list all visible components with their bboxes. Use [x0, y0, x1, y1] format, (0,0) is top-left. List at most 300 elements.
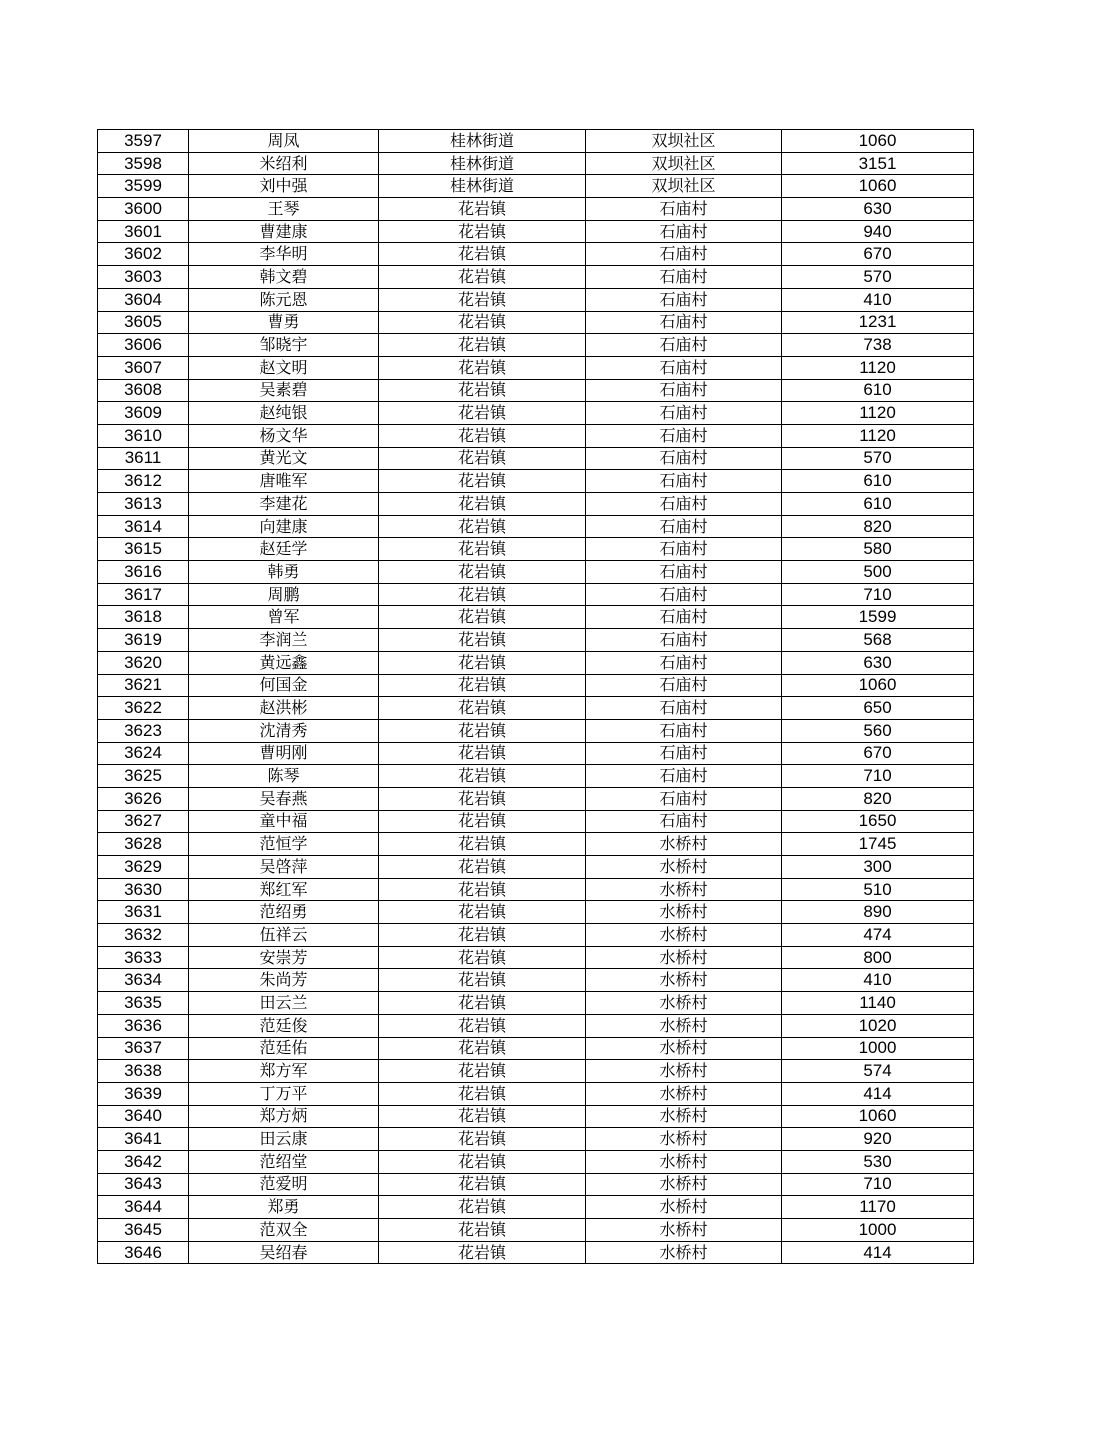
amount-cell: 820: [782, 515, 974, 538]
town-cell: 桂林街道: [379, 175, 586, 198]
name-cell: 刘中强: [189, 175, 379, 198]
village-cell: 石庙村: [586, 742, 782, 765]
name-cell: 丁万平: [189, 1082, 379, 1105]
name-cell: 范绍堂: [189, 1150, 379, 1173]
village-cell: 水桥村: [586, 1105, 782, 1128]
village-cell: 水桥村: [586, 901, 782, 924]
name-cell: 郑方军: [189, 1060, 379, 1083]
town-cell: 花岩镇: [379, 515, 586, 538]
table-row: [98, 379, 974, 402]
table-row: [98, 1014, 974, 1037]
name-cell: 李华明: [189, 243, 379, 266]
name-cell: 范廷佑: [189, 1037, 379, 1060]
serial-number-cell: 3614: [98, 515, 189, 538]
table-row: [98, 424, 974, 447]
name-cell: 吴绍春: [189, 1241, 379, 1264]
village-cell: 水桥村: [586, 1037, 782, 1060]
town-cell: 花岩镇: [379, 424, 586, 447]
table-row: [98, 1196, 974, 1219]
town-cell: 花岩镇: [379, 1082, 586, 1105]
table-row: [98, 856, 974, 879]
amount-cell: 1060: [782, 175, 974, 198]
table-row: [98, 1105, 974, 1128]
village-cell: 石庙村: [586, 447, 782, 470]
town-cell: 花岩镇: [379, 493, 586, 516]
serial-number-cell: 3615: [98, 538, 189, 561]
amount-cell: 1650: [782, 810, 974, 833]
serial-number-cell: 3616: [98, 561, 189, 584]
village-cell: 石庙村: [586, 379, 782, 402]
table-row: [98, 243, 974, 266]
village-cell: 水桥村: [586, 1173, 782, 1196]
amount-cell: 414: [782, 1241, 974, 1264]
village-cell: 双坝社区: [586, 130, 782, 153]
town-cell: 花岩镇: [379, 1037, 586, 1060]
village-cell: 石庙村: [586, 356, 782, 379]
amount-cell: 1020: [782, 1014, 974, 1037]
town-cell: 花岩镇: [379, 742, 586, 765]
table-row: [98, 1150, 974, 1173]
village-cell: 水桥村: [586, 1060, 782, 1083]
amount-cell: 570: [782, 266, 974, 289]
table-row: [98, 629, 974, 652]
table-row: [98, 833, 974, 856]
table-row: [98, 583, 974, 606]
serial-number-cell: 3636: [98, 1014, 189, 1037]
amount-cell: 650: [782, 697, 974, 720]
village-cell: 石庙村: [586, 470, 782, 493]
village-cell: 石庙村: [586, 629, 782, 652]
town-cell: 花岩镇: [379, 878, 586, 901]
amount-cell: 1000: [782, 1219, 974, 1242]
name-cell: 吴啓萍: [189, 856, 379, 879]
table-row: [98, 470, 974, 493]
amount-cell: 1170: [782, 1196, 974, 1219]
serial-number-cell: 3638: [98, 1060, 189, 1083]
town-cell: 花岩镇: [379, 810, 586, 833]
amount-cell: 560: [782, 719, 974, 742]
serial-number-cell: 3640: [98, 1105, 189, 1128]
village-cell: 水桥村: [586, 1219, 782, 1242]
town-cell: 花岩镇: [379, 220, 586, 243]
serial-number-cell: 3601: [98, 220, 189, 243]
name-cell: 范爱明: [189, 1173, 379, 1196]
village-cell: 水桥村: [586, 969, 782, 992]
table-row: [98, 765, 974, 788]
name-cell: 黄光文: [189, 447, 379, 470]
amount-cell: 610: [782, 379, 974, 402]
amount-cell: 1120: [782, 356, 974, 379]
amount-cell: 1120: [782, 424, 974, 447]
serial-number-cell: 3644: [98, 1196, 189, 1219]
town-cell: 花岩镇: [379, 924, 586, 947]
amount-cell: 474: [782, 924, 974, 947]
name-cell: 赵纯银: [189, 402, 379, 425]
village-cell: 双坝社区: [586, 152, 782, 175]
serial-number-cell: 3618: [98, 606, 189, 629]
amount-cell: 1599: [782, 606, 974, 629]
table-row: [98, 1060, 974, 1083]
village-cell: 石庙村: [586, 220, 782, 243]
town-cell: 花岩镇: [379, 606, 586, 629]
amount-cell: 570: [782, 447, 974, 470]
table-row: [98, 152, 974, 175]
serial-number-cell: 3628: [98, 833, 189, 856]
name-cell: 曹建康: [189, 220, 379, 243]
amount-cell: 920: [782, 1128, 974, 1151]
name-cell: 王琴: [189, 198, 379, 221]
amount-cell: 580: [782, 538, 974, 561]
village-cell: 水桥村: [586, 946, 782, 969]
town-cell: 花岩镇: [379, 1173, 586, 1196]
town-cell: 花岩镇: [379, 1219, 586, 1242]
name-cell: 曹勇: [189, 311, 379, 334]
amount-cell: 1000: [782, 1037, 974, 1060]
village-cell: 石庙村: [586, 719, 782, 742]
town-cell: 花岩镇: [379, 402, 586, 425]
serial-number-cell: 3643: [98, 1173, 189, 1196]
table-row: [98, 561, 974, 584]
data-table: [97, 129, 974, 1264]
name-cell: 赵廷学: [189, 538, 379, 561]
name-cell: 陈琴: [189, 765, 379, 788]
village-cell: 石庙村: [586, 288, 782, 311]
village-cell: 石庙村: [586, 651, 782, 674]
table-row: [98, 175, 974, 198]
table-row: [98, 1241, 974, 1264]
amount-cell: 410: [782, 969, 974, 992]
table-body: [98, 130, 974, 1264]
amount-cell: 1060: [782, 1105, 974, 1128]
village-cell: 石庙村: [586, 810, 782, 833]
town-cell: 花岩镇: [379, 288, 586, 311]
amount-cell: 670: [782, 742, 974, 765]
name-cell: 米绍利: [189, 152, 379, 175]
table-row: [98, 606, 974, 629]
village-cell: 水桥村: [586, 856, 782, 879]
village-cell: 石庙村: [586, 402, 782, 425]
town-cell: 花岩镇: [379, 833, 586, 856]
name-cell: 周凤: [189, 130, 379, 153]
town-cell: 花岩镇: [379, 1150, 586, 1173]
village-cell: 水桥村: [586, 1196, 782, 1219]
serial-number-cell: 3631: [98, 901, 189, 924]
serial-number-cell: 3607: [98, 356, 189, 379]
amount-cell: 630: [782, 198, 974, 221]
village-cell: 石庙村: [586, 561, 782, 584]
table-row: [98, 334, 974, 357]
serial-number-cell: 3619: [98, 629, 189, 652]
name-cell: 范恒学: [189, 833, 379, 856]
serial-number-cell: 3624: [98, 742, 189, 765]
table-row: [98, 969, 974, 992]
town-cell: 桂林街道: [379, 152, 586, 175]
name-cell: 李建花: [189, 493, 379, 516]
town-cell: 花岩镇: [379, 992, 586, 1015]
village-cell: 水桥村: [586, 1150, 782, 1173]
name-cell: 童中福: [189, 810, 379, 833]
amount-cell: 510: [782, 878, 974, 901]
name-cell: 田云兰: [189, 992, 379, 1015]
serial-number-cell: 3597: [98, 130, 189, 153]
table-row: [98, 719, 974, 742]
town-cell: 花岩镇: [379, 243, 586, 266]
name-cell: 郑红军: [189, 878, 379, 901]
serial-number-cell: 3637: [98, 1037, 189, 1060]
serial-number-cell: 3611: [98, 447, 189, 470]
table-row: [98, 742, 974, 765]
village-cell: 水桥村: [586, 833, 782, 856]
serial-number-cell: 3623: [98, 719, 189, 742]
amount-cell: 568: [782, 629, 974, 652]
serial-number-cell: 3645: [98, 1219, 189, 1242]
town-cell: 花岩镇: [379, 651, 586, 674]
name-cell: 郑勇: [189, 1196, 379, 1219]
town-cell: 花岩镇: [379, 1060, 586, 1083]
town-cell: 花岩镇: [379, 629, 586, 652]
village-cell: 双坝社区: [586, 175, 782, 198]
town-cell: 花岩镇: [379, 447, 586, 470]
amount-cell: 300: [782, 856, 974, 879]
serial-number-cell: 3617: [98, 583, 189, 606]
town-cell: 花岩镇: [379, 379, 586, 402]
name-cell: 安崇芳: [189, 946, 379, 969]
serial-number-cell: 3610: [98, 424, 189, 447]
village-cell: 石庙村: [586, 697, 782, 720]
serial-number-cell: 3646: [98, 1241, 189, 1264]
town-cell: 花岩镇: [379, 1014, 586, 1037]
town-cell: 花岩镇: [379, 1196, 586, 1219]
village-cell: 石庙村: [586, 424, 782, 447]
amount-cell: 500: [782, 561, 974, 584]
name-cell: 李润兰: [189, 629, 379, 652]
amount-cell: 670: [782, 243, 974, 266]
serial-number-cell: 3620: [98, 651, 189, 674]
name-cell: 向建康: [189, 515, 379, 538]
serial-number-cell: 3613: [98, 493, 189, 516]
amount-cell: 710: [782, 765, 974, 788]
name-cell: 范绍勇: [189, 901, 379, 924]
village-cell: 石庙村: [586, 606, 782, 629]
village-cell: 水桥村: [586, 1014, 782, 1037]
serial-number-cell: 3625: [98, 765, 189, 788]
village-cell: 水桥村: [586, 924, 782, 947]
amount-cell: 1231: [782, 311, 974, 334]
village-cell: 石庙村: [586, 243, 782, 266]
serial-number-cell: 3600: [98, 198, 189, 221]
table-row: [98, 130, 974, 153]
serial-number-cell: 3639: [98, 1082, 189, 1105]
serial-number-cell: 3604: [98, 288, 189, 311]
amount-cell: 710: [782, 583, 974, 606]
village-cell: 水桥村: [586, 992, 782, 1015]
town-cell: 花岩镇: [379, 470, 586, 493]
amount-cell: 1060: [782, 674, 974, 697]
village-cell: 水桥村: [586, 1082, 782, 1105]
amount-cell: 610: [782, 470, 974, 493]
name-cell: 沈清秀: [189, 719, 379, 742]
town-cell: 花岩镇: [379, 334, 586, 357]
village-cell: 石庙村: [586, 674, 782, 697]
table-row: [98, 288, 974, 311]
name-cell: 朱尚芳: [189, 969, 379, 992]
table-row: [98, 220, 974, 243]
town-cell: 花岩镇: [379, 674, 586, 697]
village-cell: 石庙村: [586, 787, 782, 810]
village-cell: 石庙村: [586, 538, 782, 561]
town-cell: 桂林街道: [379, 130, 586, 153]
amount-cell: 738: [782, 334, 974, 357]
table-row: [98, 1173, 974, 1196]
amount-cell: 1140: [782, 992, 974, 1015]
table-row: [98, 1219, 974, 1242]
table-row: [98, 493, 974, 516]
serial-number-cell: 3635: [98, 992, 189, 1015]
town-cell: 花岩镇: [379, 538, 586, 561]
name-cell: 周鹏: [189, 583, 379, 606]
serial-number-cell: 3603: [98, 266, 189, 289]
serial-number-cell: 3630: [98, 878, 189, 901]
village-cell: 石庙村: [586, 311, 782, 334]
amount-cell: 890: [782, 901, 974, 924]
serial-number-cell: 3634: [98, 969, 189, 992]
village-cell: 水桥村: [586, 1128, 782, 1151]
amount-cell: 574: [782, 1060, 974, 1083]
serial-number-cell: 3629: [98, 856, 189, 879]
amount-cell: 1060: [782, 130, 974, 153]
town-cell: 花岩镇: [379, 1105, 586, 1128]
amount-cell: 530: [782, 1150, 974, 1173]
table-row: [98, 697, 974, 720]
serial-number-cell: 3609: [98, 402, 189, 425]
serial-number-cell: 3632: [98, 924, 189, 947]
serial-number-cell: 3598: [98, 152, 189, 175]
serial-number-cell: 3612: [98, 470, 189, 493]
name-cell: 伍祥云: [189, 924, 379, 947]
town-cell: 花岩镇: [379, 787, 586, 810]
town-cell: 花岩镇: [379, 697, 586, 720]
town-cell: 花岩镇: [379, 765, 586, 788]
serial-number-cell: 3605: [98, 311, 189, 334]
name-cell: 吴素碧: [189, 379, 379, 402]
name-cell: 邹晓宇: [189, 334, 379, 357]
table-row: [98, 447, 974, 470]
amount-cell: 1120: [782, 402, 974, 425]
serial-number-cell: 3599: [98, 175, 189, 198]
town-cell: 花岩镇: [379, 1241, 586, 1264]
amount-cell: 414: [782, 1082, 974, 1105]
town-cell: 花岩镇: [379, 901, 586, 924]
town-cell: 花岩镇: [379, 583, 586, 606]
name-cell: 曾军: [189, 606, 379, 629]
table-row: [98, 946, 974, 969]
table-row: [98, 198, 974, 221]
village-cell: 石庙村: [586, 266, 782, 289]
village-cell: 石庙村: [586, 198, 782, 221]
town-cell: 花岩镇: [379, 311, 586, 334]
village-cell: 水桥村: [586, 1241, 782, 1264]
table-row: [98, 810, 974, 833]
name-cell: 郑方炳: [189, 1105, 379, 1128]
village-cell: 石庙村: [586, 765, 782, 788]
town-cell: 花岩镇: [379, 856, 586, 879]
town-cell: 花岩镇: [379, 719, 586, 742]
table-row: [98, 1128, 974, 1151]
name-cell: 范廷俊: [189, 1014, 379, 1037]
town-cell: 花岩镇: [379, 356, 586, 379]
name-cell: 赵文明: [189, 356, 379, 379]
amount-cell: 800: [782, 946, 974, 969]
table-row: [98, 515, 974, 538]
village-cell: 石庙村: [586, 515, 782, 538]
serial-number-cell: 3626: [98, 787, 189, 810]
table-row: [98, 992, 974, 1015]
village-cell: 石庙村: [586, 493, 782, 516]
village-cell: 石庙村: [586, 334, 782, 357]
name-cell: 黄远鑫: [189, 651, 379, 674]
name-cell: 韩文碧: [189, 266, 379, 289]
serial-number-cell: 3602: [98, 243, 189, 266]
name-cell: 何国金: [189, 674, 379, 697]
table-row: [98, 924, 974, 947]
village-cell: 石庙村: [586, 583, 782, 606]
table-row: [98, 674, 974, 697]
town-cell: 花岩镇: [379, 1128, 586, 1151]
name-cell: 田云康: [189, 1128, 379, 1151]
table-row: [98, 538, 974, 561]
table-row: [98, 651, 974, 674]
table-row: [98, 402, 974, 425]
village-cell: 水桥村: [586, 878, 782, 901]
table-row: [98, 901, 974, 924]
serial-number-cell: 3622: [98, 697, 189, 720]
serial-number-cell: 3627: [98, 810, 189, 833]
serial-number-cell: 3621: [98, 674, 189, 697]
table-row: [98, 1037, 974, 1060]
serial-number-cell: 3642: [98, 1150, 189, 1173]
table-row: [98, 266, 974, 289]
serial-number-cell: 3606: [98, 334, 189, 357]
amount-cell: 410: [782, 288, 974, 311]
name-cell: 韩勇: [189, 561, 379, 584]
serial-number-cell: 3633: [98, 946, 189, 969]
name-cell: 曹明刚: [189, 742, 379, 765]
amount-cell: 1745: [782, 833, 974, 856]
amount-cell: 3151: [782, 152, 974, 175]
table-row: [98, 1082, 974, 1105]
name-cell: 陈元恩: [189, 288, 379, 311]
town-cell: 花岩镇: [379, 969, 586, 992]
amount-cell: 820: [782, 787, 974, 810]
table-row: [98, 311, 974, 334]
table-row: [98, 356, 974, 379]
name-cell: 吴春燕: [189, 787, 379, 810]
table-row: [98, 878, 974, 901]
amount-cell: 940: [782, 220, 974, 243]
town-cell: 花岩镇: [379, 946, 586, 969]
town-cell: 花岩镇: [379, 198, 586, 221]
amount-cell: 610: [782, 493, 974, 516]
amount-cell: 630: [782, 651, 974, 674]
name-cell: 唐唯军: [189, 470, 379, 493]
name-cell: 范双全: [189, 1219, 379, 1242]
name-cell: 赵洪彬: [189, 697, 379, 720]
serial-number-cell: 3608: [98, 379, 189, 402]
town-cell: 花岩镇: [379, 266, 586, 289]
town-cell: 花岩镇: [379, 561, 586, 584]
amount-cell: 710: [782, 1173, 974, 1196]
serial-number-cell: 3641: [98, 1128, 189, 1151]
